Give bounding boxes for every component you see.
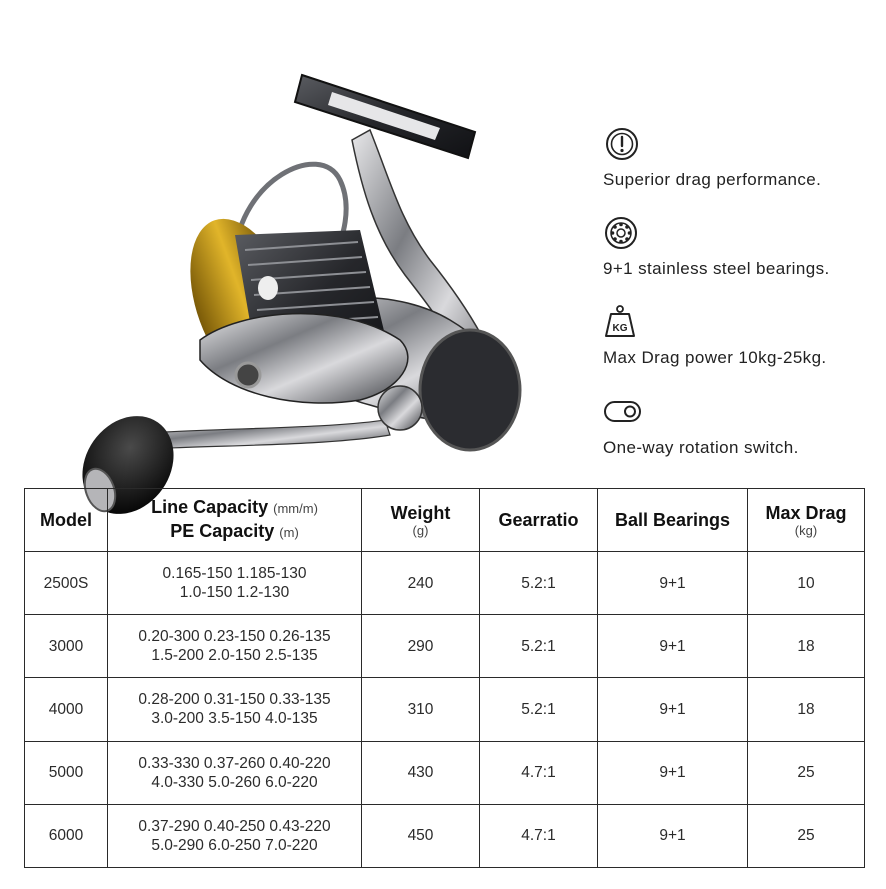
feature-text: Max Drag power 10kg-25kg. [603,348,827,367]
model-cell: 5000 [25,741,108,804]
header-gearratio: Gearratio [480,489,598,552]
bearings-cell: 9+1 [598,804,748,867]
model-cell: 2500S [25,552,108,615]
weight-cell: 310 [362,678,480,741]
model-cell: 3000 [25,615,108,678]
table-row [25,678,865,741]
bearings-cell: 9+1 [598,552,748,615]
weight-cell: 240 [362,552,480,615]
table-header-row [25,489,865,552]
capacity-cell: 0.28-200 0.31-150 0.33-135 3.0-200 3.5-150 4.0-135 [108,678,362,741]
bearings-cell: 9+1 [598,741,748,804]
capacity-cell: 0.20-300 0.23-150 0.26-135 1.5-200 2.0-150 2.5-135 [108,615,362,678]
weight-cell: 290 [362,615,480,678]
weight-cell: 430 [362,741,480,804]
max-drag-cell: 10 [748,552,865,615]
table-row [25,615,865,678]
max-drag-cell: 18 [748,615,865,678]
feature-max-drag [603,304,883,368]
gearratio-cell: 4.7:1 [480,741,598,804]
capacity-cell: 0.33-330 0.37-260 0.40-220 4.0-330 5.0-260 6.0-220 [108,741,362,804]
toggle-switch-icon [603,394,643,430]
feature-text: 9+1 stainless steel bearings. [603,259,830,278]
max-drag-cell: 18 [748,678,865,741]
max-drag-cell: 25 [748,804,865,867]
kg-weight-icon [603,304,643,340]
kg-label: KG [612,323,628,334]
header-ball-bearings: Ball Bearings [598,489,748,552]
feature-drag [603,126,883,190]
alert-circle-icon [603,126,643,162]
spec-table [24,488,865,868]
gearratio-cell: 5.2:1 [480,678,598,741]
weight-cell: 450 [362,804,480,867]
gearratio-cell: 4.7:1 [480,804,598,867]
feature-text: One-way rotation switch. [603,438,799,457]
feature-bearings [603,215,883,279]
gearratio-cell: 5.2:1 [480,615,598,678]
gearratio-cell: 5.2:1 [480,552,598,615]
max-drag-cell: 25 [748,741,865,804]
capacity-cell: 0.165-150 1.185-130 1.0-150 1.2-130 [108,552,362,615]
feature-text: Superior drag performance. [603,170,822,189]
fishing-reel-image [40,60,560,530]
capacity-cell: 0.37-290 0.40-250 0.43-220 5.0-290 6.0-250 7.0-220 [108,804,362,867]
header-line-capacity: Line Capacity (mm/m) PE Capacity (m) [108,489,362,552]
bearings-cell: 9+1 [598,615,748,678]
table-row [25,552,865,615]
model-cell: 4000 [25,678,108,741]
header-max-drag: Max Drag (kg) [748,489,865,552]
bearing-icon [603,215,643,251]
feature-rotation-switch [603,394,883,458]
header-model: Model [25,489,108,552]
model-cell: 6000 [25,804,108,867]
bearings-cell: 9+1 [598,678,748,741]
table-row [25,804,865,867]
table-row [25,741,865,804]
header-weight: Weight (g) [362,489,480,552]
